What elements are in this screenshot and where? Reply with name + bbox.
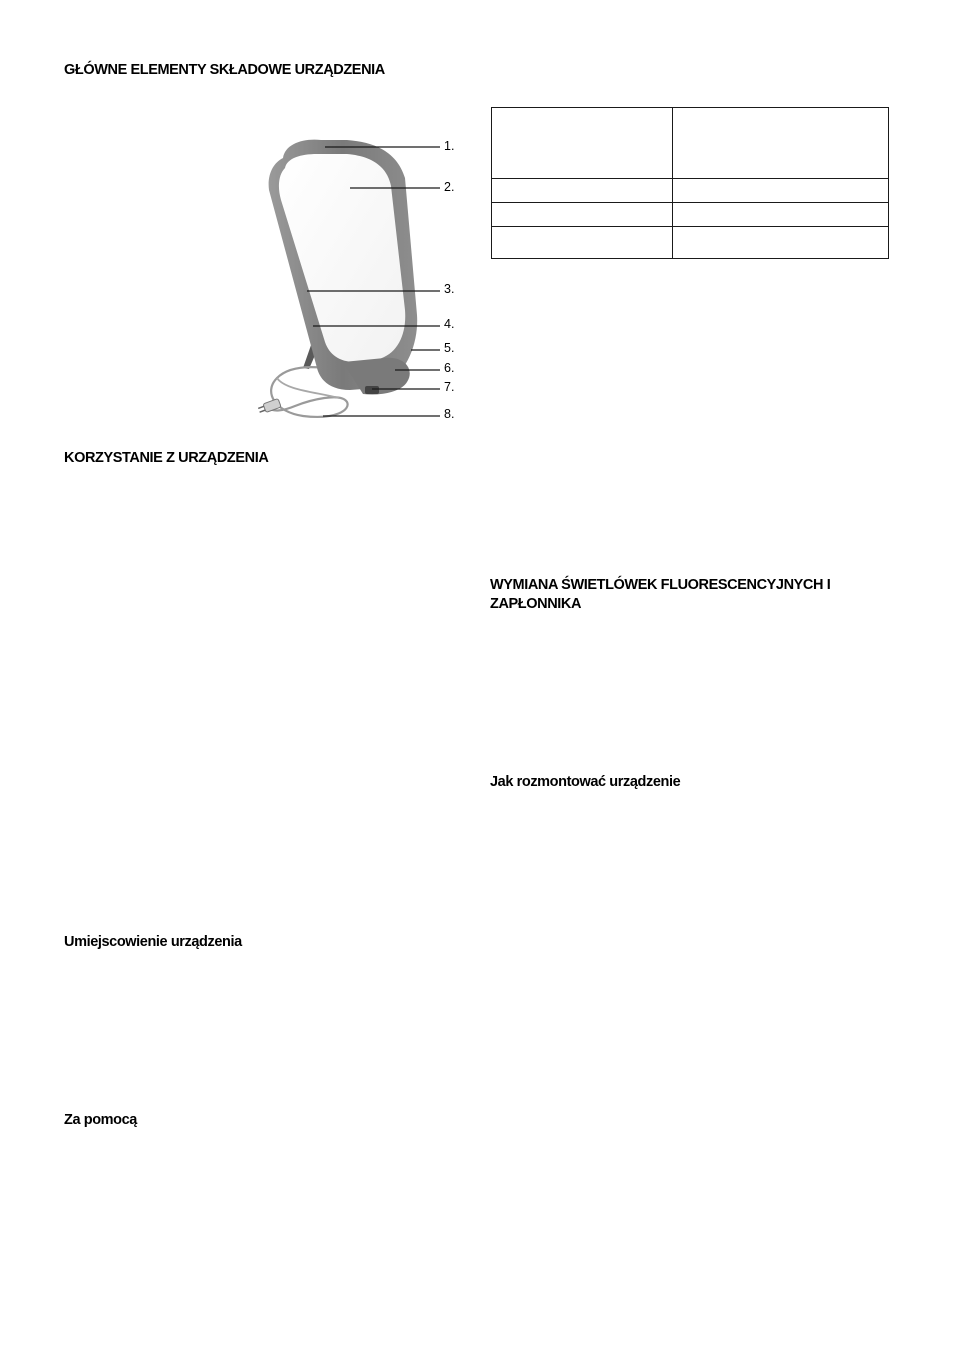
table-cell <box>492 227 673 259</box>
table-cell <box>673 203 889 227</box>
callout-label: 3. <box>444 282 455 296</box>
table-row <box>492 227 889 259</box>
plug <box>257 399 281 415</box>
table-cell <box>673 179 889 203</box>
callout-label: 7. <box>444 380 455 394</box>
lamp-illustration <box>255 130 465 430</box>
heading-main-components: GŁÓWNE ELEMENTY SKŁADOWE URZĄDZENIA <box>64 62 385 78</box>
callout-label: 6. <box>444 361 455 375</box>
table-cell <box>673 227 889 259</box>
callout-label: 1. <box>444 139 455 153</box>
spec-table <box>491 107 889 259</box>
heading-with-help: Za pomocą <box>64 1112 137 1128</box>
power-switch <box>365 386 379 394</box>
table-cell <box>492 179 673 203</box>
callout-label: 5. <box>444 341 455 355</box>
callout-label: 8. <box>444 407 455 421</box>
device-diagram <box>255 130 465 430</box>
table-row <box>492 203 889 227</box>
table-row <box>492 179 889 203</box>
heading-disassembly: Jak rozmontować urządzenie <box>490 774 681 790</box>
table-row <box>492 108 889 179</box>
heading-usage: KORZYSTANIE Z URZĄDZENIA <box>64 450 269 466</box>
callout-label: 4. <box>444 317 455 331</box>
table-cell <box>673 108 889 179</box>
callout-label: 2. <box>444 180 455 194</box>
table-cell <box>492 203 673 227</box>
heading-replacement: WYMIANA ŚWIETLÓWEK FLUORESCENCYJNYCH I ZAPŁONNIKA <box>490 577 831 612</box>
table-cell <box>492 108 673 179</box>
heading-placement: Umiejscowienie urządzenia <box>64 934 242 950</box>
